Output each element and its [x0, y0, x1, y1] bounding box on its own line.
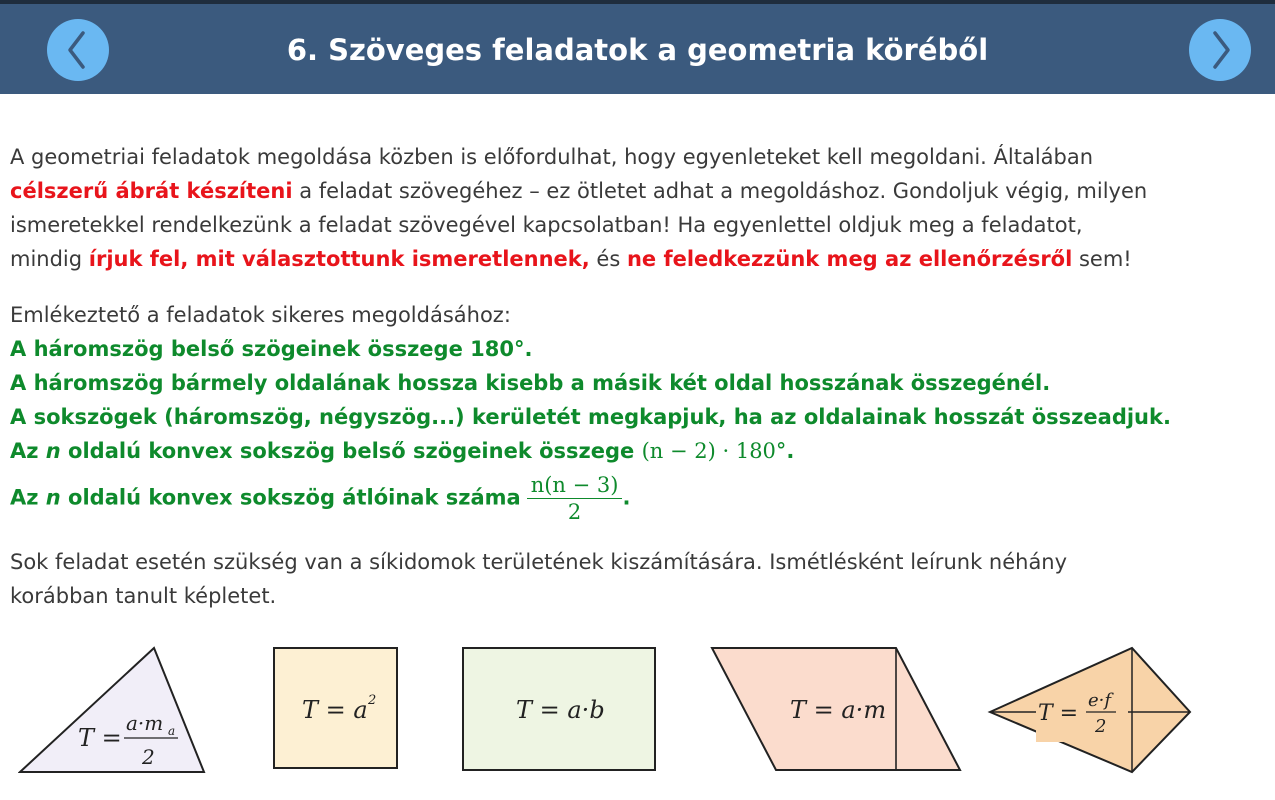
- reminder-rule: A háromszög belső szögeinek összege 180°.: [10, 337, 533, 361]
- parallelogram-figure: [710, 646, 965, 774]
- area-formula-figures: [0, 640, 1275, 780]
- intro-text: ismeretekkel rendelkezünk a feladat szövegével kapcsolatban! Ha egyenlettel oldjuk meg a feladatot,: [10, 213, 1083, 237]
- reminder-rule: [10, 472, 1265, 525]
- intro-line-2: [10, 174, 1265, 208]
- intro-highlight: írjuk fel, mit választottunk ismeretlennek,: [88, 247, 590, 271]
- square-figure: [272, 646, 400, 772]
- kite-formula-lhs: T =: [1038, 701, 1079, 726]
- outro-paragraph: [10, 545, 1265, 613]
- intro-line-4: [10, 242, 1265, 276]
- intro-line-3: [10, 208, 1265, 242]
- kite-formula-numerator: e·f: [1088, 690, 1112, 711]
- kite-figure: [986, 646, 1194, 774]
- intro-text: mindig: [10, 247, 89, 271]
- intro-text: a feladat szövegéhez – ez ötletet adhat a megoldáshoz. Gondoljuk végig, milyen: [292, 179, 1148, 203]
- angle-sum-formula: (n − 2) · 180°: [641, 439, 787, 463]
- rectangle-figure: [461, 646, 659, 774]
- triangle-formula-lhs: T =: [78, 724, 122, 752]
- reminder-rule: A sokszögek (háromszög, négyszög...) kerületét megkapjuk, ha az oldalainak hosszát összeadjuk.: [10, 405, 1171, 429]
- rule-text: oldalú konvex sokszög belső szögeinek összege: [60, 439, 642, 463]
- chevron-right-icon: [1189, 19, 1251, 81]
- intro-text: sem!: [1072, 247, 1132, 271]
- variable-n: n: [45, 485, 61, 510]
- reminder-heading: Emlékeztető a feladatok sikeres megoldásához:: [10, 303, 511, 327]
- reminder-block: [10, 298, 1265, 525]
- rule-text: .: [786, 439, 795, 463]
- reminder-rule: [10, 434, 1265, 468]
- intro-text: A geometriai feladatok megoldása közben is előfordulhat, hogy egyenleteket kell megoldani. Általában: [10, 145, 1094, 169]
- kite-formula-denominator: 2: [1095, 716, 1107, 737]
- intro-paragraph: [10, 140, 1265, 276]
- parallelogram-formula: T = a·m: [790, 696, 887, 724]
- outro-text: korábban tanult képletet.: [10, 584, 277, 608]
- fraction-numerator: n(n − 3): [527, 472, 623, 499]
- triangle-formula-denominator: 2: [142, 745, 155, 769]
- rule-text: .: [622, 485, 631, 510]
- intro-highlight: célszerű ábrát készíteni: [10, 179, 293, 203]
- intro-line-1: [10, 140, 1265, 174]
- square-formula: T = a: [302, 696, 368, 724]
- next-page-button[interactable]: [1189, 19, 1251, 81]
- triangle-figure: [18, 646, 208, 776]
- page-title: 6. Szöveges feladatok a geometria köréből: [286, 33, 989, 67]
- chevron-left-icon: [47, 19, 109, 81]
- intro-text: és: [589, 247, 627, 271]
- rule-text: oldalú konvex sokszög átlóinak száma: [60, 485, 521, 510]
- triangle-formula-numerator: a·m: [126, 711, 164, 735]
- triangle-shape: [20, 648, 204, 772]
- prev-page-button[interactable]: [47, 19, 109, 81]
- fraction-denominator: 2: [567, 500, 582, 524]
- rectangle-formula: T = a·b: [516, 696, 605, 724]
- square-formula-exponent: 2: [368, 693, 377, 708]
- outro-text: Sok feladat esetén szükség van a síkidomok területének kiszámítására. Ismétlésként leírunk néhány: [10, 550, 1068, 574]
- diagonal-formula: [527, 472, 623, 525]
- page-header: [0, 4, 1275, 94]
- rule-text: Az: [10, 485, 46, 510]
- triangle-formula-subscript: a: [168, 724, 176, 738]
- variable-n: n: [45, 439, 61, 463]
- reminder-rule: A háromszög bármely oldalának hossza kisebb a másik két oldal hosszának összegénél.: [10, 371, 1051, 395]
- rule-text: Az: [10, 439, 46, 463]
- intro-highlight: ne feledkezzünk meg az ellenőrzésről: [626, 247, 1073, 271]
